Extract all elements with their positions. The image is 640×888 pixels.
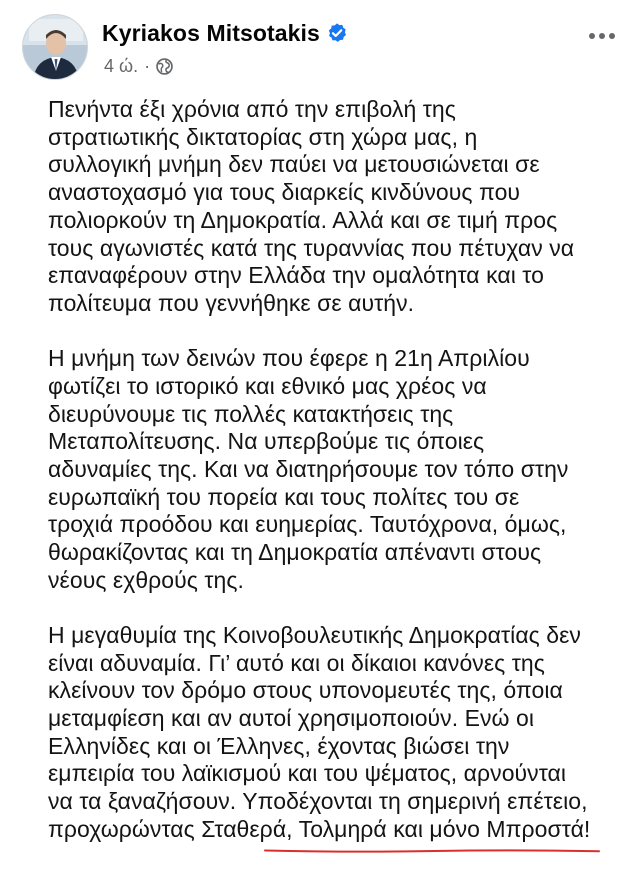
author-name[interactable]: Kyriakos Mitsotakis [102,20,320,46]
text-line: μεταμφίεση και αν αυτοί χρησιμοποιούν. Ενώ οι [48,705,535,732]
text-line: αδυναμίες της. Και να διατηρήσουμε τον τόπο στην [48,455,569,482]
post-timestamp[interactable]: 4 ώ. [104,56,139,76]
text-line: τροχιά προόδου και ευημερίας. Ταυτόχρονα, όμως, [48,511,567,538]
verified-badge-icon [326,22,348,44]
text-line: επαναφέρουν στην Ελλάδα την ομαλότητα και το [48,262,544,289]
text-line: Η μεγαθυμία της Κοινοβουλευτικής Δημοκρατίας δεν [48,621,581,648]
profile-photo-icon [23,15,88,80]
post-paragraph [48,96,620,318]
text-line: κλείνουν τον δρόμο στους υπονομευτές της, όποια [48,677,563,704]
post-header [18,10,622,82]
text-line: Πενήντα έξι χρόνια από την επιβολή της [48,96,456,122]
post-message [48,96,620,844]
meta-separator: · [144,56,151,76]
text-line: εμπειρία του λαϊκισμού και του ψέματος, αρνούνται [48,760,567,787]
avatar[interactable] [22,14,88,80]
red-underline-annotation [264,848,600,854]
post-paragraph [48,345,620,594]
more-options-icon [584,24,620,48]
text-line: στρατιωτικής δικτατορίας στη χώρα μας, η [48,123,478,150]
more-options-button[interactable] [584,24,620,48]
post-meta [104,56,173,77]
text-line: Μεταπολίτευσης. Να υπερβούμε τις όποιες [48,428,485,455]
text-line: πολίτευμα που γεννήθηκε σε αυτήν. [48,289,415,316]
text-line: να τα ξαναζήσουν. Υποδέχονται τη σημερινή επέτειο, [48,788,588,815]
post-author[interactable] [102,20,348,47]
text-line: αναστοχασμό για τους διαρκείς κινδύνους που [48,179,521,206]
post-paragraph [48,622,620,844]
text-line: φωτίζει το ιστορικό και εθνικό μας χρέος να [48,372,487,399]
text-line: νέους εχθρούς της. [48,566,244,593]
text-line: τους αγωνιστές κατά της τυραννίας που πέτυχαν να [48,234,575,261]
text-line: Ελληνίδες και οι Έλληνες, έχοντας βιώσει την [48,732,510,759]
text-line: πολιορκούν τη Δημοκρατία. Αλλά και σε τιμή προς [48,206,558,233]
text-line: προχωρώντας Σταθερά, Τολμηρά και μόνο Μπροστά! [48,815,591,842]
text-line: συλλογική μνήμη δεν παύει να μετουσιώνεται σε [48,151,540,178]
text-line: διευρύνουμε τις πολλές κατακτήσεις της [48,400,454,427]
globe-icon[interactable] [156,58,173,75]
text-line: ευρωπαϊκή του πορεία και τους πολίτες του σε [48,483,520,510]
text-line: είναι αδυναμία. Γι’ αυτό και οι δίκαιοι κανόνες της [48,649,545,676]
text-line: Η μνήμη των δεινών που έφερε η 21η Απριλίου [48,345,530,372]
text-line: θωρακίζοντας και τη Δημοκρατία απέναντι στους [48,539,542,566]
